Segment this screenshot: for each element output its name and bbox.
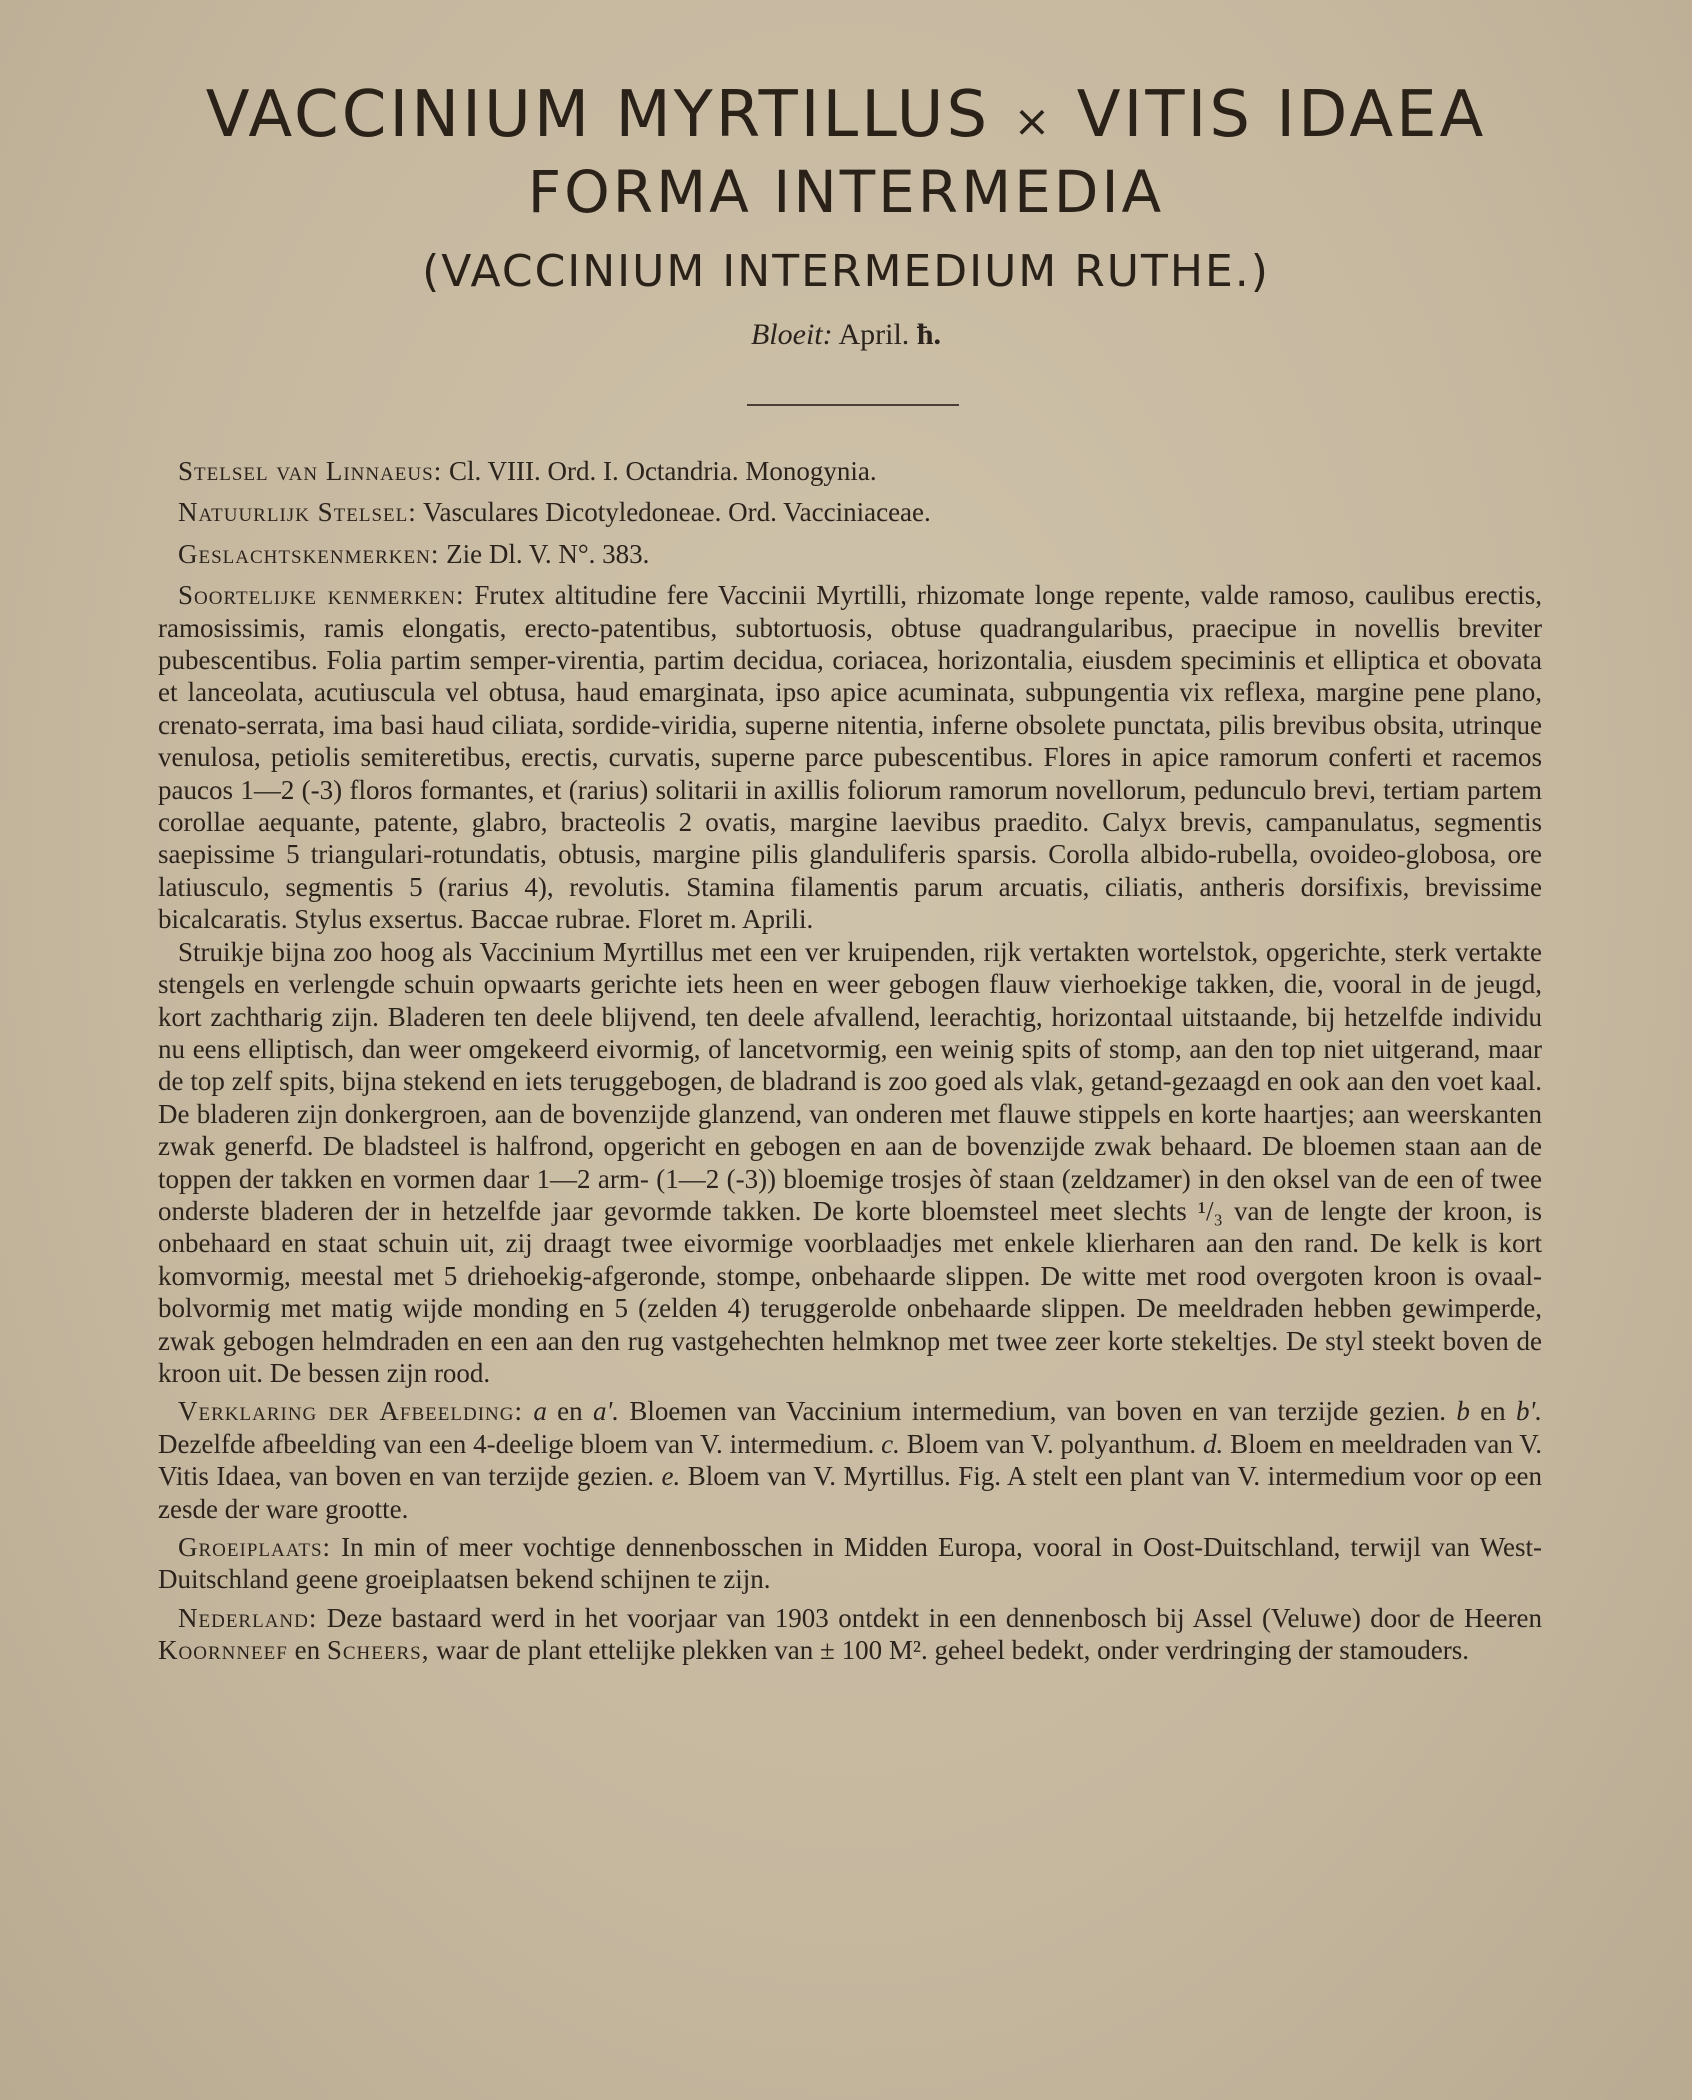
title-part-a: VACCINIUM MYRTILLUS xyxy=(205,78,991,152)
natural-system-line xyxy=(158,496,1542,528)
description-paragraph: Struikje bijna zoo hoog als Vaccinium Myrtillus met een ver kruipenden, rijk vertakten wortelstok, opgerichte, sterk vertakte stengels en verlengde schuin opwaarts gerichte iets heen en weer gebogen flauw vierhoekige takken, die, vooral in de jeugd, kort zachtharig zijn. Bladeren ten deele blijvend, ten deele afvallend, leerachtig, horizontaal uitstaande, bij hetzelfde individu nu eens elliptisch, dan weer omgekeerd eivormig, of lancetvormig, een weinig spits of stomp, aan den top niet uitgerand, maar de top zelf spits, bijna stekend en iets teruggebogen, de bladrand is zoo goed als vlak, getand-gezaagd en ook aan den voet kaal. De bladeren zijn donkergroen, aan de bovenzijde glanzend, van onderen met flauwe stippels en korte haartjes; aan weerskanten zwak generfd. De bladsteel is halfrond, opgericht en gebogen en aan de bovenzijde zwak behaard. De bloemen staan aan de toppen der takken en vormen daar 1—2 arm- (1—2 (-3)) bloemige trosjes òf staan (zeldzamer) in den oksel van de een of twee onderste bladeren der in hetzelfde jaar gevormde takken. De korte bloemsteel meet slechts ¹/₃ van de lengte der kroon, is onbehaard en staat schuin uit, zij draagt twee eivormige voorblaadjes met enkele klierharen aan den rand. De kelk is kort komvormig, meestal met 5 driehoekig-afgeronde, stompe, onbehaarde slippen. De witte met rood overgoten kroon is ovaal-bolvormig met matig wijde monding en 5 (zelden 4) teruggerolde onbehaarde slippen. De meeldraden hebben gewimperde, zwak gebogen helmdraden en een aan den rug vastgehechten helmknop met twee zeer korte stekeltjes. De styl steekt boven de kroon uit. De bessen zijn rood. xyxy=(158,936,1542,1388)
title-line-2: FORMA INTERMEDIA xyxy=(527,158,1165,226)
bloom-value: April. xyxy=(838,318,910,351)
bloom-line xyxy=(0,318,1692,352)
netherlands-text-3: waar de plant ettelijke plekken van ± 100 M². geheel bedekt, onder verdringing der stamouders. xyxy=(436,1635,1470,1666)
netherlands-text-2: en xyxy=(294,1635,321,1666)
title-part-b: VITIS IDAEA xyxy=(1076,78,1487,152)
species-label: Soortelijke kenmerken: xyxy=(178,580,465,611)
fig-a2: a'. xyxy=(592,1396,619,1427)
fig-a: a xyxy=(533,1396,547,1427)
netherlands-paragraph xyxy=(158,1602,1542,1667)
linnaeus-value: Cl. VIII. Ord. I. Octandria. Monogynia. xyxy=(448,456,877,486)
explanation-text-4: Dezelfde afbeelding van een 4-deelige bloem van V. intermedium. xyxy=(158,1428,875,1459)
body-text xyxy=(158,455,1542,1667)
bloom-label: Bloeit: xyxy=(750,318,833,351)
explanation-text-6: Bloem en meeldraden van V. Vitis Idaea, van boven en van terzijde gezien. xyxy=(158,1428,1543,1492)
fig-d: d. xyxy=(1202,1428,1224,1459)
natural-system-label: Natuurlijk Stelsel: xyxy=(178,497,417,528)
fig-c: c. xyxy=(881,1428,900,1459)
genus-label: Geslachtskenmerken: xyxy=(178,538,440,569)
fig-e: e. xyxy=(661,1461,681,1492)
collector-name-2: Scheers, xyxy=(326,1635,430,1666)
times-symbol: × xyxy=(1013,96,1054,147)
explanation-text-7: Bloem van V. Myrtillus. Fig. A stelt een plant van V. intermedium voor op een zesde der ware grootte. xyxy=(158,1461,1542,1524)
explanation-text-3: en xyxy=(1480,1396,1506,1427)
genus-value: Zie Dl. V. N°. 383. xyxy=(446,538,650,569)
netherlands-label: Nederland: xyxy=(178,1602,318,1633)
habitat-text: In min of meer vochtige dennenbosschen in Midden Europa, vooral in Oost-Duitschland, terwijl van West-Duitschland geene groeiplaatsen bekend schijnen te zijn. xyxy=(158,1532,1542,1595)
species-text: Frutex altitudine fere Vaccinii Myrtilli, rhizomate longe repente, valde ramoso, caulibus erectis, ramosissimis, ramis elongatis, erecto-patentibus, subtortuosis, obtuse quadrangularibus, praecipue in novellis breviter pubescentibus. Folia partim semper-virentia, partim decidua, coriacea, horizontalia, eiusdem speciminis et elliptica et obovata et lanceolata, acutiuscula vel obtusa, haud emarginata, ipso apice acuminata, subpungentia vix reflexa, margine pene plano, crenato-serrata, ima basi haud ciliata, sordide-viridia, superne nitentia, inferne obsolete punctata, pilis brevibus obsita, utrinque venulosa, petiolis semiteretibus, erectis, curvatis, superne parce pubescentibus. Flores in apice ramorum conferti et racemos paucos 1—2 (-3) floros formantes, et (rarius) solitarii in axillis foliorum ramorum novellorum, pedunculo brevi, tertiam partem corollae aequante, patente, glabro, bracteolis 2 ovatis, margine laevibus praedito. Calyx brevis, campanulatus, segmentis saepissime 5 triangulari-rotundatis, obtusis, margine pilis glanduliferis sparsis. Corolla albido-rubella, ovoideo-globosa, ore latiusculo, segmentis 5 (rarius 4), revolutis. Stamina filamentis parum arcuatis, ciliatis, antheris dorsifixis, brevissime bicalcaratis. Stylus exsertus. Baccae rubrae. Floret m. Aprili. xyxy=(158,580,1543,935)
explanation-paragraph xyxy=(158,1395,1542,1525)
divider xyxy=(747,404,959,406)
linnaeus-line xyxy=(158,455,1542,487)
fig-b: b xyxy=(1456,1396,1470,1427)
explanation-text-2: Bloemen van Vaccinium intermedium, van boven en van terzijde gezien. xyxy=(629,1396,1446,1427)
genus-line xyxy=(158,538,1542,570)
fig-b2: b'. xyxy=(1515,1396,1542,1427)
title-line-1 xyxy=(0,78,1692,152)
explanation-text-5: Bloem van V. polyanthum. xyxy=(906,1428,1197,1459)
netherlands-text-1: Deze bastaard werd in het voorjaar van 1903 ontdekt in een dennenbosch bij Assel (Veluwe) door de Heeren xyxy=(326,1602,1542,1633)
species-paragraph xyxy=(158,579,1542,935)
explanation-text-1: en xyxy=(557,1396,583,1427)
explanation-label: Verklaring der Afbeelding: xyxy=(178,1396,523,1427)
natural-system-value: Vasculares Dicotyledoneae. Ord. Vacciniaceae. xyxy=(423,497,931,528)
shrub-symbol: ħ. xyxy=(916,318,941,351)
habitat-paragraph xyxy=(158,1531,1542,1596)
title-line-3: (VACCINIUM INTERMEDIUM RUTHE.) xyxy=(422,246,1270,297)
collector-name-1: Koornneef xyxy=(158,1635,288,1666)
habitat-label: Groeiplaats: xyxy=(178,1532,332,1562)
linnaeus-label: Stelsel van Linnaeus: xyxy=(178,456,443,486)
